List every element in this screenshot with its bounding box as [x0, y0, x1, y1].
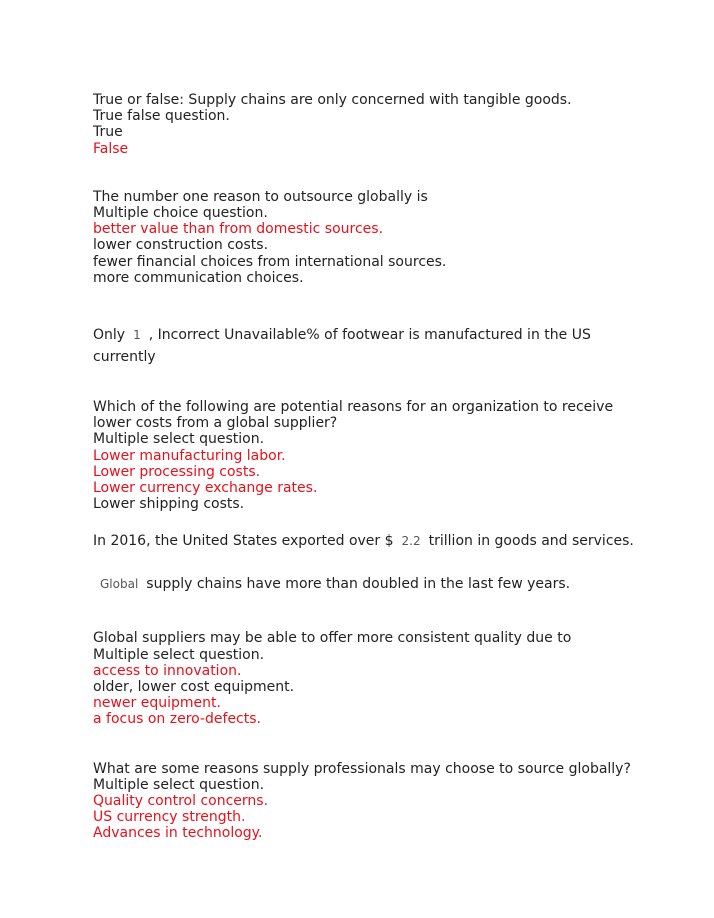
fill-in-suffix: , Incorrect Unavailable% of footwear is manufactured in the US — [148, 327, 591, 344]
fill-in-continuation: currently — [93, 349, 156, 366]
option-selected[interactable]: US currency strength. — [93, 809, 246, 826]
question-text: What are some reasons supply professionals may choose to source globally? — [93, 760, 631, 777]
question-text: Global suppliers may be able to offer more consistent quality due to — [93, 630, 572, 647]
fill-in-prefix: In 2016, the United States exported over $ — [93, 533, 394, 550]
option-selected[interactable]: Quality control concerns. — [93, 793, 269, 810]
question-type: Multiple select question. — [93, 776, 265, 793]
question-text: The number one reason to outsource globally is — [93, 188, 428, 205]
question-4 — [93, 399, 653, 512]
question-text-line2: lower costs from a global supplier? — [93, 415, 338, 432]
option-selected[interactable]: Lower currency exchange rates. — [93, 480, 318, 497]
question-3 — [93, 324, 653, 368]
fill-in-suffix: trillion in goods and services. — [428, 533, 634, 550]
question-5 — [93, 529, 653, 553]
fill-in-prefix: Only — [93, 327, 126, 344]
option[interactable]: fewer financial choices from international sources. — [93, 253, 447, 270]
option-selected[interactable]: Lower processing costs. — [93, 463, 261, 480]
option[interactable]: lower construction costs. — [93, 237, 269, 254]
option-selected[interactable]: better value than from domestic sources. — [93, 221, 384, 238]
question-type: Multiple select question. — [93, 646, 265, 663]
question-text: True or false: Supply chains are only concerned with tangible goods. — [93, 92, 572, 108]
fill-in-answer[interactable]: 1 — [133, 328, 141, 343]
option-true[interactable]: True — [93, 124, 123, 141]
question-type: Multiple choice question. — [93, 205, 268, 222]
fill-in-answer[interactable]: Global — [100, 577, 139, 592]
question-1 — [93, 92, 653, 157]
option[interactable]: more communication choices. — [93, 269, 304, 286]
question-2 — [93, 189, 653, 286]
fill-in-suffix: supply chains have more than doubled in the last few years. — [146, 576, 571, 593]
option-selected[interactable]: Advances in technology. — [93, 825, 263, 842]
option-selected[interactable]: a focus on zero-defects. — [93, 711, 261, 728]
question-type: Multiple select question. — [93, 431, 265, 448]
question-8 — [93, 761, 653, 842]
option[interactable]: older, lower cost equipment. — [93, 679, 295, 696]
option-selected[interactable]: Lower manufacturing labor. — [93, 447, 286, 464]
option-selected[interactable]: newer equipment. — [93, 695, 221, 712]
document-page — [93, 92, 653, 842]
fill-in-answer[interactable]: 2.2 — [401, 534, 421, 549]
question-6 — [93, 572, 653, 596]
question-text-line1: Which of the following are potential reasons for an organization to receive — [93, 399, 614, 416]
option-selected[interactable]: access to innovation. — [93, 662, 242, 679]
question-7 — [93, 630, 653, 727]
question-type: True false question. — [93, 108, 230, 125]
option[interactable]: Lower shipping costs. — [93, 496, 245, 513]
option-false-selected[interactable]: False — [93, 140, 129, 157]
